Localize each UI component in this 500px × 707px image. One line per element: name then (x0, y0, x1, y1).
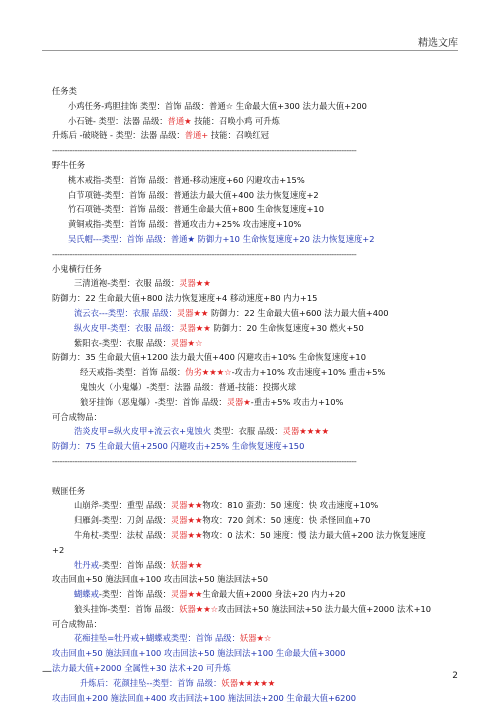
text-line (52, 617, 472, 632)
text-segment: 白节项链-类型：首饰 品级：普通法力最大值+400 法力恢复速度+2 (68, 189, 319, 200)
text-line (52, 558, 472, 573)
text-segment: 蝴蝶戒 (74, 589, 99, 600)
text-segment: 物攻：720 剑术：50 速度：快 杀怪回血+70 (202, 515, 371, 526)
text-segment: 妖器★★☆ (179, 603, 219, 614)
text-segment: -------------------------------------------------------------------------------------------------------------------------- (52, 455, 357, 466)
text-segment: 普通★ (167, 115, 192, 126)
text-segment: 山崩斧-类型：重型 品级： (74, 500, 171, 511)
text-segment: 经天戒指-类型：首饰 品级： (80, 367, 186, 378)
text-segment: 竹石项链-类型：首饰 品级：普通生命最大值+800 生命恢复速度+10 (68, 204, 324, 215)
text-segment: -------------------------------------------------------------------------------------------------------------------------- (52, 248, 357, 259)
text-segment: 防御力：75 生命最大值+2500 闪避攻击+25% 生命恢复速度+150 (52, 441, 305, 452)
text-line (52, 232, 472, 247)
text-segment: 妖器★★ (170, 559, 203, 570)
header-title: 精选文库 (418, 38, 458, 49)
text-segment: 紫阳衣-类型：衣服 品级： (74, 337, 171, 348)
separator-line (52, 143, 472, 158)
text-line (52, 676, 472, 691)
separator-line (52, 454, 472, 469)
text-segment: 小石链- 类型：法器 品级： (68, 115, 168, 126)
text-segment: 狼头挂饰-类型：首饰 品级： (74, 603, 180, 614)
text-segment: 桃木戒指-类型：首饰 品级：普通-移动速度+60 闪避攻击+15% (68, 174, 305, 185)
text-segment: 灵器★★ (179, 322, 211, 333)
text-segment: 攻击回血+50 施法回血+100 攻击回法+50 施法回法+50 (52, 574, 268, 585)
text-segment: 灵器★★ (176, 307, 209, 318)
text-line (52, 572, 472, 587)
text-segment: 生命最大值+2000 身法+20 内力+20 (202, 589, 346, 600)
text-segment: 技能：召唤红冠 (208, 130, 269, 141)
text-segment: +2 (52, 544, 65, 555)
text-line (52, 84, 472, 99)
text-line (52, 262, 472, 277)
text-segment: 防御力：35 生命最大值+1200 法力最大值+400 闪避攻击+10% 生命恢复速度+10 (52, 352, 366, 363)
text-segment: 防御力：22 生命最大值+600 法力最大值+400 (208, 307, 389, 318)
text-segment: 灵器★★ (170, 500, 203, 511)
document-body (52, 84, 472, 705)
text-segment: 花痴挂坠=牡丹戒+蝴蝶戒类型：首饰 品级： (74, 633, 240, 644)
text-line (52, 380, 472, 395)
text-segment: 法力最大值+2000 全属性+30 法术+20 可升炼 (52, 663, 231, 674)
text-line (52, 158, 472, 173)
text-segment: 攻击回血+50 施法回血+100 攻击回法+50 施法回法+100 生命最大值+3000 (52, 648, 346, 659)
text-segment: -重击+5% 攻击力+10% (250, 396, 344, 407)
text-segment: 小鸡任务-鸡胆挂饰 类型：首饰 品级：普通☆ 生命最大值+300 法力最大值+200 (68, 100, 367, 111)
text-segment: 归雁剑-类型：刀剑 品级： (74, 515, 171, 526)
text-segment: -------------------------------------------------------------------------------------------------------------------------- (52, 145, 357, 156)
text-line (52, 424, 472, 439)
text-segment: 可合成物品： (52, 618, 102, 629)
text-segment: 浩炎皮甲=纵火皮甲+流云衣+鬼蚀火 (74, 426, 212, 437)
text-line (52, 306, 472, 321)
text-segment: 任务类 (52, 86, 77, 96)
text-line (52, 498, 472, 513)
text-segment: 灵器★★ (170, 529, 203, 540)
text-line (52, 410, 472, 425)
text-segment: 物攻：0 法术：50 速度：慢 法力最大值+200 法力恢复速度 (202, 529, 426, 540)
text-segment: 贼匪任务 (52, 485, 86, 496)
text-line (52, 513, 472, 528)
footer-mark: — (42, 666, 52, 677)
text-segment: -攻击力+10% 攻击速度+10% 重击+5% (231, 367, 386, 378)
text-line (52, 646, 472, 661)
text-segment: 鬼蚀火（小鬼爆）-类型：法器 品级：普通-技能：投掷火球 (80, 381, 297, 392)
text-segment: 纵火皮甲-类型：衣服 品级： (74, 322, 180, 333)
text-line (52, 543, 472, 558)
text-segment: 妖器★★★★★ (221, 677, 276, 688)
text-line (52, 484, 472, 499)
text-segment: 小鬼横行任务 (52, 263, 102, 274)
text-segment: 野牛任务 (52, 159, 86, 170)
text-segment: 狼牙挂饰（恶鬼爆）-类型：首饰 品级： (80, 396, 227, 407)
text-segment: 牡丹戒 (74, 559, 99, 570)
text-line (52, 336, 472, 351)
text-segment: 吴氏帽---类型：首饰 品级：普通★ 防御力+10 生命恢复速度+20 法力恢复速度+2 (68, 233, 375, 244)
text-segment: 防御力：22 生命最大值+800 法力恢复速度+4 移动速度+80 内力+15 (52, 293, 318, 304)
text-line (52, 99, 472, 114)
text-line (52, 202, 472, 217)
text-line (52, 587, 472, 602)
text-line (52, 291, 472, 306)
text-line (52, 691, 472, 706)
text-segment: -类型：首饰 品级： (98, 559, 171, 570)
text-line (52, 439, 472, 454)
text-line (52, 602, 472, 617)
text-segment: 灵器★★★★ (282, 426, 330, 437)
text-segment: 灵器★★ (179, 278, 211, 289)
text-line (52, 321, 472, 336)
text-segment: 流云衣---类型：衣服 品级： (74, 307, 177, 318)
text-line (52, 114, 472, 129)
text-segment: 升炼后：花颜挂坠--类型：首饰 品级： (80, 677, 222, 688)
text-line (52, 276, 472, 291)
text-segment: 灵器★★ (170, 515, 203, 526)
text-line (52, 217, 472, 232)
text-segment: 灵器★★ (170, 589, 203, 600)
text-segment: 类型：衣服 品级： (211, 426, 283, 437)
text-segment: 技能：召唤小鸡 可升炼 (191, 115, 280, 126)
text-segment: 可合成物品： (52, 411, 102, 422)
text-line (52, 188, 472, 203)
text-segment: 攻击回血+200 施法回血+400 攻击回法+100 施法回法+200 生命最大值+6200 (52, 692, 357, 703)
text-segment: 灵器★☆ (170, 337, 203, 348)
text-segment: 攻击回法+50 施法回法+50 法力最大值+2000 法术+10 (218, 603, 432, 614)
text-segment: 物攻：810 蛮劲：50 速度：快 攻击速度+10% (202, 500, 379, 511)
text-line (52, 469, 472, 484)
text-line (52, 128, 472, 143)
text-segment: 黄铜戒指-类型：首饰 品级：普通攻击力+25% 攻击速度+10% (68, 219, 302, 230)
separator-line (52, 247, 472, 262)
text-segment: 牛角杖-类型：法杖 品级： (74, 529, 171, 540)
text-line (52, 661, 472, 676)
text-line (52, 631, 472, 646)
text-segment: -类型：首饰 品级： (98, 589, 171, 600)
text-segment: 灵器★ (226, 396, 251, 407)
text-segment: 三清道袍-类型：衣服 品级： (74, 278, 180, 289)
header-rule (42, 50, 458, 51)
text-line (52, 350, 472, 365)
text-segment: 伪劣★★★☆ (185, 367, 232, 378)
text-line (52, 173, 472, 188)
text-segment: 普通+ (184, 130, 209, 141)
text-line (52, 395, 472, 410)
text-segment: 防御力：20 生命恢复速度+30 燃火+50 (210, 322, 364, 333)
page-number: 2 (452, 671, 458, 681)
text-segment: 妖器★☆ (239, 633, 272, 644)
text-line (52, 528, 472, 543)
text-segment: 升炼后 -破晓链 - 类型：法器 品级： (52, 130, 185, 141)
text-line (52, 365, 472, 380)
